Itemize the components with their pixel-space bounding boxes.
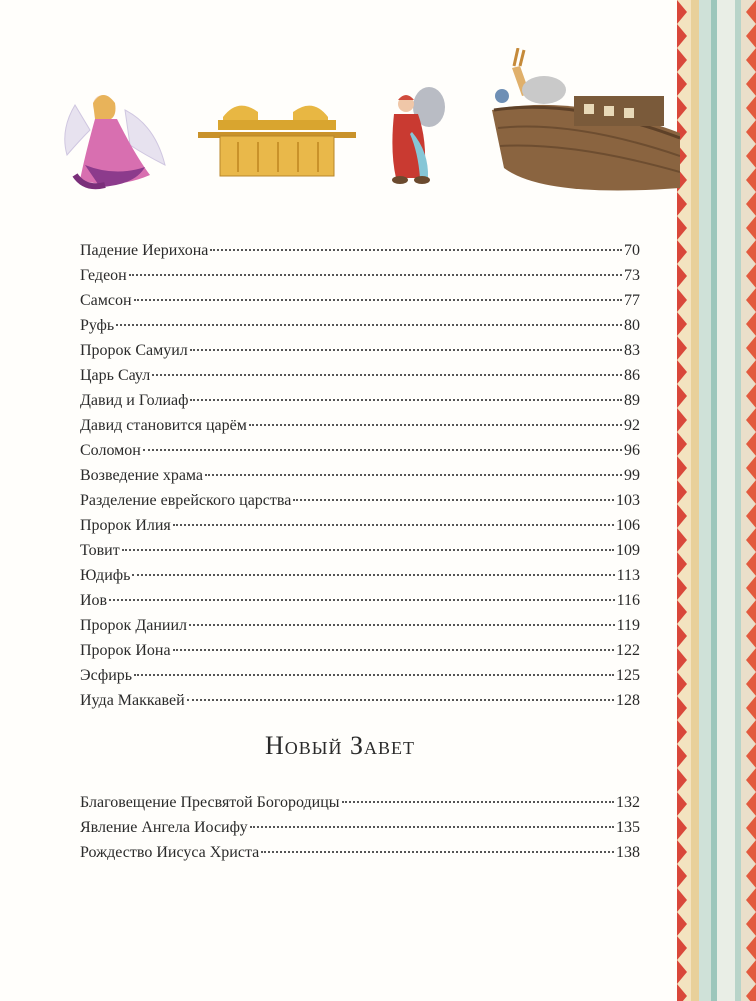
toc-entry[interactable] — [80, 663, 640, 688]
leader-dots — [205, 474, 622, 476]
toc-entry[interactable] — [80, 313, 640, 338]
toc-entry-page: 80 — [624, 317, 640, 334]
toc-entry-title: Юдифь — [80, 567, 131, 584]
leader-dots — [189, 624, 615, 626]
toc-entry[interactable] — [80, 413, 640, 438]
toc-entry[interactable] — [80, 363, 640, 388]
leader-dots — [134, 299, 622, 301]
toc-entry[interactable] — [80, 563, 640, 588]
leader-dots — [134, 674, 614, 676]
toc-entry-page: 96 — [624, 442, 640, 459]
toc-entry-page: 125 — [616, 667, 640, 684]
toc-old-testament — [80, 238, 640, 713]
section-heading-new-testament: Новый Завет — [265, 731, 415, 760]
toc-entry-title: Давид и Голиаф — [80, 392, 189, 409]
toc-entry[interactable] — [80, 513, 640, 538]
leader-dots — [132, 574, 614, 576]
toc-entry-title: Пророк Иона — [80, 642, 171, 659]
toc-entry-title: Пророк Илия — [80, 517, 171, 534]
toc-entry[interactable] — [80, 613, 640, 638]
toc-entry-title: Товит — [80, 542, 120, 559]
toc-entry-page: 103 — [616, 492, 640, 509]
toc-entry-title: Благовещение Пресвятой Богородицы — [80, 794, 340, 811]
leader-dots — [129, 274, 622, 276]
toc-entry-page: 135 — [616, 819, 640, 836]
leader-dots — [293, 499, 614, 501]
moses-illustration — [384, 82, 454, 187]
toc-entry[interactable] — [80, 815, 640, 840]
toc-entry-title: Пророк Самуил — [80, 342, 188, 359]
toc-entry[interactable] — [80, 388, 640, 413]
toc-entry-page: 113 — [616, 567, 640, 584]
leader-dots — [109, 599, 614, 601]
toc-entry-page: 119 — [616, 617, 640, 634]
leader-dots — [210, 249, 622, 251]
leader-dots — [190, 399, 622, 401]
toc-entry-page: 132 — [616, 794, 640, 811]
toc-entry[interactable] — [80, 688, 640, 713]
leader-dots — [116, 324, 622, 326]
toc-entry-page: 116 — [616, 592, 640, 609]
toc-entry[interactable] — [80, 438, 640, 463]
toc-entry-page: 109 — [616, 542, 640, 559]
leader-dots — [187, 699, 614, 701]
toc-entry-page: 122 — [616, 642, 640, 659]
toc-entry-title: Иов — [80, 592, 108, 609]
toc-entry[interactable] — [80, 338, 640, 363]
leader-dots — [250, 826, 614, 828]
decorative-border — [677, 0, 756, 1001]
toc-entry-page: 89 — [624, 392, 640, 409]
toc-entry-title: Падение Иерихона — [80, 242, 209, 259]
toc-entry-title: Царь Саул — [80, 367, 151, 384]
toc-entry-title: Рождество Иисуса Христа — [80, 844, 260, 861]
toc-entry-page: 128 — [616, 692, 640, 709]
toc-entry[interactable] — [80, 538, 640, 563]
toc-entry-title: Возведение храма — [80, 467, 204, 484]
leader-dots — [173, 649, 614, 651]
toc-entry-title: Соломон — [80, 442, 141, 459]
toc-entry-title: Разделение еврейского царства — [80, 492, 292, 509]
toc-entry-title: Давид становится царём — [80, 417, 247, 434]
leader-dots — [190, 349, 622, 351]
toc-entry[interactable] — [80, 463, 640, 488]
toc-entry-page: 138 — [616, 844, 640, 861]
toc-entry-title: Пророк Даниил — [80, 617, 188, 634]
toc-entry-page: 70 — [624, 242, 640, 259]
toc-entry-page: 106 — [616, 517, 640, 534]
toc-entry-title: Гедеон — [80, 267, 127, 284]
toc-new-testament — [80, 790, 640, 865]
toc-entry-page: 99 — [624, 467, 640, 484]
toc-entry[interactable] — [80, 288, 640, 313]
leader-dots — [152, 374, 622, 376]
toc-entry-page: 83 — [624, 342, 640, 359]
toc-entry-title: Самсон — [80, 292, 132, 309]
toc-entry[interactable] — [80, 840, 640, 865]
toc-entry-page: 92 — [624, 417, 640, 434]
leader-dots — [173, 524, 614, 526]
toc-entry-page: 77 — [624, 292, 640, 309]
leader-dots — [122, 549, 614, 551]
ark-of-covenant-illustration — [198, 92, 356, 180]
toc-entry[interactable] — [80, 790, 640, 815]
toc-entry[interactable] — [80, 488, 640, 513]
leader-dots — [249, 424, 622, 426]
toc-entry[interactable] — [80, 263, 640, 288]
toc-entry-title: Явление Ангела Иосифу — [80, 819, 248, 836]
toc-entry-page: 86 — [624, 367, 640, 384]
leader-dots — [261, 851, 614, 853]
noahs-ark-illustration — [484, 48, 680, 193]
toc-entry[interactable] — [80, 588, 640, 613]
toc-entry-title: Эсфирь — [80, 667, 133, 684]
toc-entry-title: Иуда Маккавей — [80, 692, 185, 709]
toc-entry-title: Руфь — [80, 317, 115, 334]
toc-entry[interactable] — [80, 638, 640, 663]
toc-entry-page: 73 — [624, 267, 640, 284]
toc-entry[interactable] — [80, 238, 640, 263]
angel-illustration — [55, 85, 170, 195]
leader-dots — [342, 801, 614, 803]
leader-dots — [143, 449, 622, 451]
